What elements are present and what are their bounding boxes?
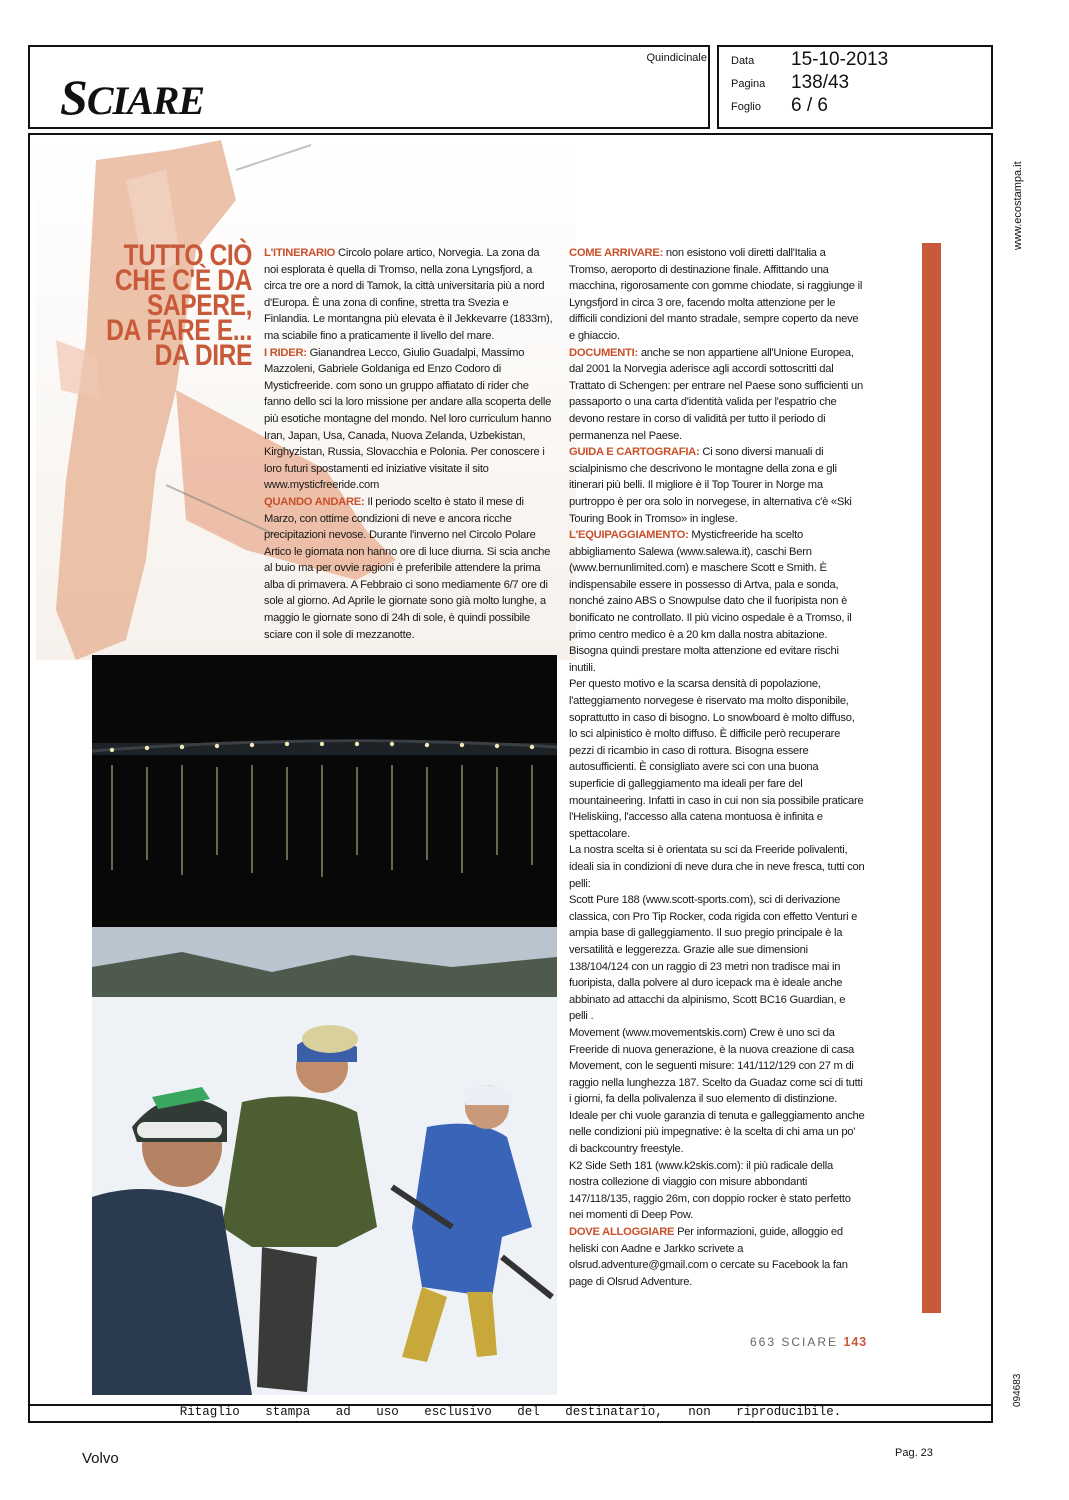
frequency-label: Quindicinale	[646, 52, 707, 64]
title-line: TUTTO CIÒ	[123, 239, 252, 272]
article-column-2	[569, 245, 865, 1290]
heading-quando: QUANDO ANDARE:	[264, 495, 365, 508]
sciare-logo: SCIARE	[60, 69, 205, 125]
heading-documenti: DOCUMENTI:	[569, 346, 638, 359]
footer-page: Pag. 23	[895, 1447, 933, 1459]
foglio-value: 6 / 6	[791, 95, 828, 116]
heading-guida: GUIDA E CARTOGRAFIA:	[569, 446, 700, 459]
title-line: DA FARE E...	[106, 314, 252, 347]
text-documenti: anche se non appartiene all'Unione Europea, dal 2001 la Norvegia aderisce agli accordi sottoscritti dal Trattato di Schengen: per entrare nel Paese sono sufficienti un passaporto o una carta d'identità valida per l'espatrio che devono restare in corso di validità per tutto il periodo di permanenza nel Paese.	[569, 346, 863, 442]
text-quando: Il periodo scelto è stato il mese di Marzo, con ottime condizioni di neve e ancora ricche precipitazioni nevose. Durante l'inverno nel Circolo Polare Artico le giornata non hanno ore di luce diurna. Si scia anche al buio ma per ovvie ragioni è preferibile attendere la prima alba di primavera. A Febbraio ci sono mediamente 6/7 ore di sole al giorno. Ad Aprile le giornate sono già molto lunghe, a maggio le giornate sono di 24h di sole, è quindi possibile sciare con il sole di mezzanotte.	[264, 495, 551, 641]
text-equip-4: Scott Pure 188 (www.scott-sports.com), sci di derivazione classica, con Pro Tip Rocker, coda rigida con effetto Venturi e ampia base di galleggiamento. Il suo pregio principale è la versatilità e leggerezza. Grazie alle sue dimensioni 138/104/124 con un raggio di 23 metri non tradisce mai in fuoripista, dalla polvere al duro icepack ma è ideale anche abbinato ad attacchi da alpinismo, Scott BC16 Guardian, e pelli .	[569, 894, 858, 1023]
title-line: CHE C'È DA	[114, 264, 252, 297]
pagina-label: Pagina	[731, 78, 766, 90]
heading-rider: I RIDER:	[264, 346, 307, 359]
text-rider: Gianandrea Lecco, Giulio Guadalpi, Massimo Mazzoleni, Gabriele Goldaniga ed Enzo Codoro di Mysticfreeride. com sono un gruppo affiatato di rider che fanno dello sci la loro missione per andare alla scoperta delle più esotiche montagne del mondo. Nel loro curriculum hanno Iran, Japan, Usa, Canada, Nuova Zelanda, Uzbekistan, Kirghyzistan, Russia, Slovacchia e Polonia. Per conoscere i loro futuri spostamenti ed iniziative visitate il sito www.mysticfreeride.com	[264, 346, 552, 492]
text-itinerario: Circolo polare artico, Norvegia. La zona da noi esplorata è quella di Tromso, nella zona Lyngsfjord, a circa tre ore a nord di Tamok, la città universitaria più a nord d'Europa. È una zona di confine, stretta tra Svezia e Finlandia. Le montangna più elevata è il Jekkevarre (1833m), ma sciabile fino a praticamente il livello del mare.	[264, 247, 553, 342]
night-bridge-photo	[92, 655, 557, 927]
pagina-value: 138/43	[791, 72, 850, 93]
title-line: DA DIRE	[154, 339, 252, 372]
side-url: www.ecostampa.it	[1012, 161, 1024, 250]
text-equip-2: Per questo motivo e la scarsa densità di popolazione, l'atteggiamento norvegese è riservato ma molto disponibile, soprattutto in caso di bisogno. Lo snowboard è molto diffuso, lo sci alpinistico è molto diffuso. È difficile però recuperare pezzi di ricambio in caso di rottura. Bisogna essere autosufficienti. È consigliato avere sci con una buona superficie di galleggiamento ma ideali per fare del mountaineering. Infatti in caso in cui non sia possibile praticare l'Heliskiing, l'accesso alla catena montuosa è infinita e spettacolare.	[569, 678, 864, 840]
text-arrivare: non esistono voli diretti dall'Italia a Tromso, aeroporto di destinazione finale. Affittando una macchina, rigorosamente con gomme chiodate, si raggiunge il Lyngsfjord in circa 3 ore, facendo molta attenzione per le difficili condizioni del manto stradale, sempre coperto da neve e ghiaccio.	[569, 247, 863, 342]
heading-alloggiare: DOVE ALLOGGIARE	[569, 1226, 675, 1239]
article-title	[96, 239, 252, 372]
text-equip: Mysticfreeride ha scelto abbigliamento Salewa (www.salewa.it), caschi Bern (www.bernunlimited.com) e maschere Scott e Smith. È indispensabile essere in possesso di Artva, pala e sonda, nonché zaino ABS o Snowpulse dato che il fuoripista non è bonificato ne controllato. Il più vicino ospedale è a Tromso, il primo centro medico è a 20 km dalla nostra abitazione. Bisogna quindi prestare molta attenzione ed evitare rischi inutili.	[569, 529, 852, 674]
title-line: SAPERE,	[146, 289, 252, 322]
text-alloggiare: Per informazioni, guide, alloggio ed heliski con Aadne e Jarkko scrivete a olsrud.adventure@gmail.com o cercate su Facebook la fan page di Olsrud Adventure.	[569, 1226, 848, 1288]
decorative-orange-bar	[922, 243, 941, 1313]
data-value: 15-10-2013	[791, 49, 889, 70]
article-column-1	[264, 245, 556, 643]
clipping-disclaimer: Ritaglio stampa ad uso esclusivo del destinatario, non riproducibile.	[179, 1405, 842, 1419]
skiers-snow-photo	[92, 927, 557, 1395]
heading-arrivare: COME ARRIVARE:	[569, 247, 664, 259]
text-equip-5: Movement (www.movementskis.com) Crew è uno sci da Freeride di nuova generazione, è la nuova creazione di casa Movement, con le seguenti misure: 141/112/129 con 27 m di raggio nella lunghezza 187. Scelto da Guadaz come sci di tutti i giorni, fa della polivalenza il suo elemento di distinzione. Ideale per chi vuole garanzia di tenuta e galleggiamento anche nelle condizioni più impegnative: è la scelta di chi ama un po' di backcountry freestyle.	[569, 1026, 865, 1156]
data-label: Data	[731, 55, 755, 67]
text-equip-3: La nostra scelta si è orientata su sci da Freeride polivalenti, ideali sia in condizioni di neve dura che in neve fresca, tutti con pelli:	[569, 844, 865, 890]
text-equip-6: K2 Side Seth 181 (www.k2skis.com): il più radicale della nostra collezione di viaggio con misure abbondanti 147/118/135, raggio 26m, con doppio rocker è stato perfetto nei momenti di Deep Pow.	[569, 1159, 851, 1222]
text-guida: Ci sono diversi manuali di scialpinismo che descrivono le montagne della zona e gli itinerari più belli. Il migliore è il Top Tourer in Norge ma purtroppo è per ora solo in norvegese, in alternativa c'è «Ski Touring Book in Tromso» in inglese.	[569, 446, 852, 525]
heading-itinerario: L'ITINERARIO	[264, 247, 336, 259]
side-code: 094683	[1012, 1373, 1023, 1407]
footer-client: Volvo	[82, 1450, 119, 1467]
foglio-label: Foglio	[731, 101, 761, 113]
heading-equip: L'EQUIPAGGIAMENTO:	[569, 529, 689, 542]
page-folio: 663 SCIARE 143	[750, 1335, 868, 1349]
